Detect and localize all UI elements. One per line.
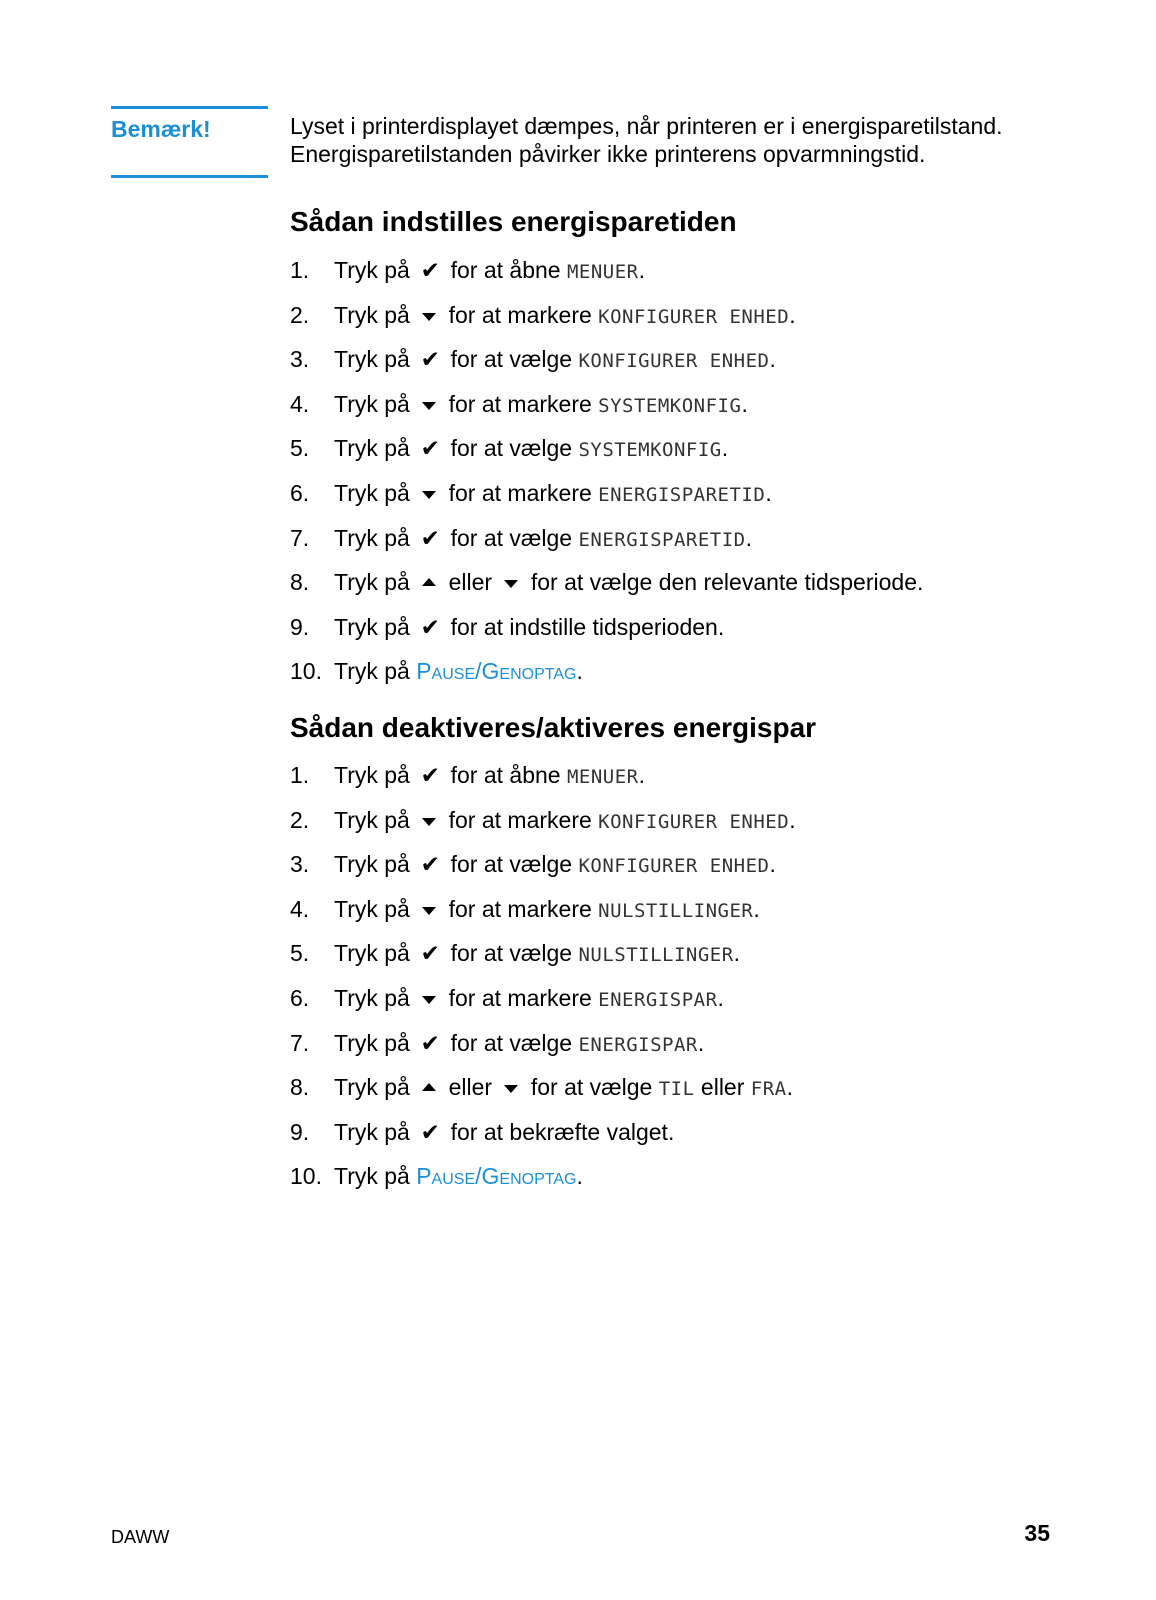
check-icon: ✔ (420, 435, 440, 462)
step-text: for at markere (448, 390, 592, 417)
arrow-down-icon (422, 402, 436, 410)
step-text: Tryk på (334, 257, 410, 283)
step-item (290, 344, 923, 389)
check-icon: ✔ (420, 1118, 440, 1145)
step-number: 6. (290, 984, 310, 1011)
step-punct: . (697, 1029, 705, 1056)
step-text: Tryk på (334, 895, 410, 922)
step-punct: . (745, 524, 752, 551)
step-item (290, 523, 923, 568)
step-text: Tryk på (334, 658, 410, 685)
arrow-down-icon (422, 996, 436, 1004)
note-box (111, 106, 268, 178)
step-number: 2. (290, 806, 310, 833)
check-icon: ✔ (420, 346, 440, 373)
step-number: 10. (290, 1163, 322, 1190)
check-icon: ✔ (420, 762, 440, 788)
step-punct: . (789, 806, 796, 833)
display-text: SYSTEMKONFIG (598, 394, 742, 417)
step-text: for at vælge (450, 346, 573, 373)
note-label: Bemærk! (111, 116, 211, 142)
step-text: for at markere (448, 984, 592, 1011)
step-punct: . (769, 851, 776, 878)
step-punct: . (638, 257, 645, 283)
key-name: Pause/Genoptag (416, 1163, 577, 1190)
arrow-down-icon (504, 580, 518, 588)
step-text: eller (448, 569, 493, 596)
step-text: for at vælge (450, 435, 573, 462)
arrow-down-icon (422, 907, 436, 915)
arrow-down-icon (422, 818, 436, 826)
footer-code: DAWW (111, 1527, 170, 1547)
note-text (290, 112, 1070, 168)
step-text: eller (448, 1074, 493, 1101)
step-punct: . (576, 658, 583, 685)
step-item (290, 938, 796, 983)
check-icon: ✔ (420, 851, 440, 878)
step-item (290, 478, 923, 523)
step-text: Tryk på (334, 851, 410, 878)
step-number: 4. (290, 895, 310, 922)
step-item (290, 389, 923, 434)
arrow-up-icon (422, 578, 436, 586)
step-punct: . (717, 984, 724, 1011)
section-heading: Sådan indstilles energisparetiden (290, 206, 737, 237)
step-text: Tryk på (334, 390, 410, 417)
check-icon: ✔ (420, 940, 440, 967)
step-item (290, 1117, 796, 1162)
arrow-down-icon (422, 313, 436, 321)
step-text: for at indstille tidsperioden. (450, 613, 725, 640)
step-text: Tryk på (334, 806, 410, 833)
step-item (290, 1028, 796, 1073)
display-text: NULSTILLINGER (578, 944, 734, 967)
step-number: 5. (290, 435, 310, 462)
step-number: 7. (290, 524, 310, 551)
step-item (290, 433, 923, 478)
step-text: Tryk på (334, 762, 410, 788)
step-text: Tryk på (334, 346, 410, 373)
step-number: 9. (290, 1118, 310, 1145)
step-text: Tryk på (334, 479, 410, 506)
step-number: 8. (290, 1074, 310, 1101)
step-number: 9. (290, 613, 310, 640)
step-punct: . (638, 762, 645, 788)
display-text: KONFIGURER ENHED (598, 810, 790, 833)
step-text: Tryk på (334, 1163, 410, 1190)
step-punct: . (753, 895, 760, 922)
step-text: Tryk på (334, 569, 410, 596)
note-line: Energisparetilstanden påvirker ikke printerens opvarmningstid. (290, 141, 926, 167)
step-text: for at vælge (450, 1029, 573, 1056)
key-name: Pause/Genoptag (416, 658, 577, 685)
step-item (290, 300, 923, 345)
step-number: 3. (290, 851, 310, 878)
step-punct: . (765, 479, 772, 506)
step-item (290, 1072, 796, 1117)
display-text: ENERGISPAR (598, 988, 718, 1011)
step-text: for at vælge (530, 1074, 653, 1101)
note-line: Lyset i printerdisplayet dæmpes, når printeren er i energisparetilstand. (290, 113, 1003, 139)
display-text: KONFIGURER ENHED (578, 350, 770, 373)
display-text: ENERGISPARETID (598, 483, 766, 506)
display-text: KONFIGURER ENHED (598, 305, 790, 328)
step-text: Tryk på (334, 1118, 410, 1145)
step-item (290, 1161, 796, 1206)
step-text: eller (700, 1074, 745, 1101)
step-item (290, 255, 923, 300)
check-icon: ✔ (420, 257, 440, 283)
page-number: 35 (1024, 1520, 1050, 1546)
display-text: MENUER (566, 261, 639, 283)
step-number: 6. (290, 479, 310, 506)
display-text: MENUER (566, 766, 639, 788)
step-text: for at bekræfte valget. (450, 1118, 675, 1145)
check-icon: ✔ (420, 613, 440, 640)
step-number: 10. (290, 658, 322, 685)
step-text: Tryk på (334, 940, 410, 967)
check-icon: ✔ (420, 524, 440, 551)
step-number: 5. (290, 940, 310, 967)
step-text: for at markere (448, 895, 592, 922)
step-item (290, 612, 923, 657)
display-text: FRA (750, 1078, 787, 1101)
steps-list-energy-time (290, 255, 923, 701)
step-text: for at vælge (450, 940, 573, 967)
step-punct: . (789, 301, 796, 328)
step-punct: . (786, 1074, 793, 1101)
step-item (290, 656, 923, 701)
step-number: 7. (290, 1029, 310, 1056)
step-text: Tryk på (334, 524, 410, 551)
step-text: Tryk på (334, 984, 410, 1011)
step-text: for at markere (448, 806, 592, 833)
step-number: 4. (290, 390, 310, 417)
arrow-down-icon (422, 491, 436, 499)
step-text: for at markere (448, 301, 592, 328)
arrow-up-icon (422, 1083, 436, 1091)
steps-list-energy-toggle (290, 760, 796, 1206)
step-item (290, 983, 796, 1028)
display-text: TIL (658, 1078, 695, 1101)
step-text: for at åbne (450, 762, 561, 788)
step-text: Tryk på (334, 613, 410, 640)
step-punct: . (733, 940, 741, 967)
step-item (290, 567, 923, 612)
display-text: ENERGISPARETID (578, 528, 746, 551)
section-heading: Sådan deaktiveres/aktiveres energispar (290, 712, 817, 743)
step-item (290, 894, 796, 939)
step-text: Tryk på (334, 301, 410, 328)
check-icon: ✔ (420, 1029, 440, 1056)
step-item (290, 760, 796, 805)
step-text: for at markere (448, 479, 592, 506)
arrow-down-icon (504, 1085, 518, 1093)
display-text: NULSTILLINGER (598, 899, 754, 922)
step-punct: . (769, 346, 776, 373)
step-number: 1. (290, 257, 310, 283)
display-text: SYSTEMKONFIG (578, 439, 722, 462)
step-text: Tryk på (334, 1074, 410, 1101)
step-item (290, 805, 796, 850)
step-number: 3. (290, 346, 310, 373)
display-text: ENERGISPAR (578, 1033, 698, 1056)
step-number: 8. (290, 569, 310, 596)
step-text: for at vælge den relevante tidsperiode. (530, 569, 924, 596)
step-text: for at vælge (450, 524, 573, 551)
step-text: for at vælge (450, 851, 573, 878)
step-punct: . (721, 435, 729, 462)
display-text: KONFIGURER ENHED (578, 855, 770, 878)
step-item (290, 849, 796, 894)
step-punct: . (741, 390, 748, 417)
step-number: 2. (290, 301, 310, 328)
step-text: Tryk på (334, 1029, 410, 1056)
step-number: 1. (290, 762, 310, 788)
step-text: Tryk på (334, 435, 410, 462)
step-punct: . (576, 1163, 583, 1190)
step-text: for at åbne (450, 257, 561, 283)
